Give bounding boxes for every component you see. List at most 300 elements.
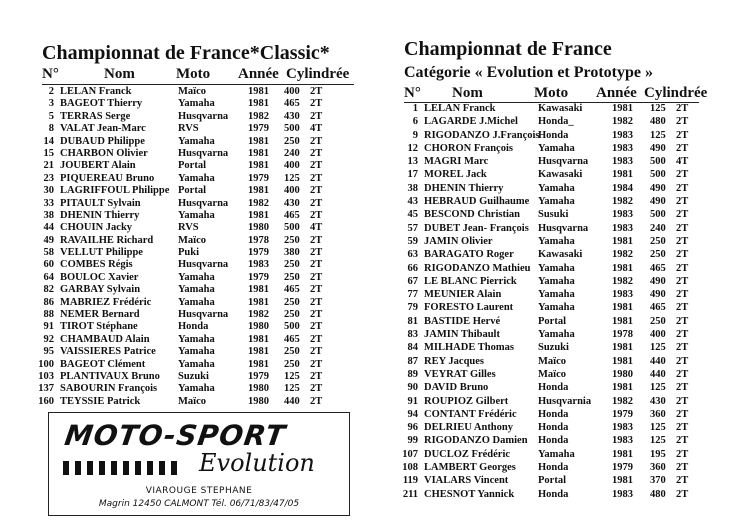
header-moto: Moto: [176, 66, 211, 82]
table-row: [38, 173, 358, 185]
cell-moto: Portal: [178, 160, 206, 172]
cell-annee: 1979: [612, 462, 633, 474]
cell-annee: 1981: [248, 333, 269, 345]
cell-cyl: 370: [650, 475, 666, 487]
table-row: [400, 183, 730, 196]
cell-cyl: 250: [284, 234, 300, 246]
cell-moto: Maïco: [538, 368, 566, 380]
table-row: [400, 409, 730, 422]
cell-nom: RIGODANZO J.François: [424, 129, 540, 141]
ad-address: Magrin 12450 CALMONT Tél. 06/71/83/47/05: [98, 499, 300, 509]
cell-cyl: 500: [284, 222, 300, 234]
cell-annee: 1983: [612, 435, 633, 447]
cell-t: 2T: [676, 262, 689, 274]
cell-nom: LAGRIFFOUL Philippe: [60, 185, 170, 197]
cell-t: 2T: [310, 160, 323, 172]
table-row: [38, 111, 358, 123]
header-nom: Nom: [104, 66, 135, 82]
cell-moto: Kawasaki: [538, 249, 583, 261]
cell-t: 2T: [310, 172, 323, 184]
cell-cyl: 125: [284, 172, 300, 184]
cell-num: 91: [43, 321, 54, 333]
table-row: [400, 462, 730, 475]
cell-t: 2T: [310, 110, 323, 122]
header-num: N°: [42, 66, 59, 82]
cell-num: 63: [407, 249, 418, 261]
cell-annee: 1981: [612, 448, 633, 460]
cell-moto: Yamaha: [178, 333, 215, 345]
cell-num: 66: [407, 262, 418, 274]
cell-num: 30: [43, 185, 54, 197]
cell-num: 2: [48, 86, 54, 97]
header-num: N°: [404, 85, 421, 101]
cell-num: 100: [38, 358, 54, 370]
ad-name: VIAROUGE STEPHANE: [145, 486, 253, 496]
cell-nom: VELLUT Philippe: [60, 247, 143, 259]
cell-num: 160: [38, 395, 54, 407]
cell-num: 23: [43, 172, 54, 184]
cell-num: 33: [43, 197, 54, 209]
cell-nom: MAGRI Marc: [424, 156, 489, 168]
cell-moto: Husqvarnia: [538, 395, 592, 407]
cell-num: 103: [38, 370, 54, 382]
cell-cyl: 400: [650, 329, 666, 341]
table-row: [38, 210, 358, 222]
cell-moto: Yamaha: [538, 448, 575, 460]
cell-nom: BASTIDE Hervé: [424, 315, 501, 327]
table-row: [400, 130, 730, 143]
cell-annee: 1979: [248, 247, 269, 259]
cell-t: 2T: [676, 196, 689, 208]
cell-annee: 1983: [612, 142, 633, 154]
cell-annee: 1979: [612, 408, 633, 420]
cell-t: 2T: [676, 235, 689, 247]
cell-num: 108: [402, 462, 418, 474]
cell-cyl: 125: [650, 382, 666, 394]
table-row: [400, 236, 730, 249]
cell-num: 14: [43, 135, 54, 147]
cell-moto: Yamaha: [538, 196, 575, 208]
cell-num: 88: [43, 309, 54, 321]
right-page: [366, 0, 731, 531]
cell-num: 211: [402, 488, 418, 500]
cell-moto: Portal: [538, 475, 566, 487]
cell-nom: BAGEOT Thierry: [60, 98, 143, 110]
cell-annee: 1981: [612, 235, 633, 247]
cell-num: 77: [407, 289, 418, 301]
cell-moto: Husqvarna: [178, 147, 229, 159]
cell-num: 21: [43, 160, 54, 172]
table-row: [400, 196, 730, 209]
cell-num: 83: [407, 329, 418, 341]
cell-t: 2T: [310, 271, 323, 283]
cell-annee: 1981: [248, 284, 269, 296]
cell-t: 2T: [676, 488, 689, 500]
cell-nom: PITAULT Sylvain: [60, 197, 141, 209]
cell-cyl: 480: [650, 116, 666, 128]
cell-t: 4T: [310, 123, 323, 135]
cell-moto: Maïco: [178, 395, 206, 407]
table-row: [38, 334, 358, 346]
cell-moto: Husqvarna: [178, 259, 229, 271]
cell-t: 2T: [310, 98, 323, 110]
cell-cyl: 490: [650, 142, 666, 154]
cell-annee: 1981: [248, 86, 269, 97]
cell-t: 2T: [676, 249, 689, 261]
cell-cyl: 500: [650, 156, 666, 168]
cell-t: 2T: [310, 346, 323, 358]
cell-annee: 1981: [248, 209, 269, 221]
cell-t: 2T: [310, 333, 323, 345]
cell-annee: 1981: [612, 342, 633, 354]
table-row: [38, 185, 358, 197]
cell-t: 2T: [310, 234, 323, 246]
cell-cyl: 250: [284, 259, 300, 271]
table-row: [400, 143, 730, 156]
cell-moto: Honda: [538, 435, 569, 447]
table-row: [400, 209, 730, 222]
table-row: [38, 383, 358, 395]
header-nom: Nom: [452, 85, 483, 101]
cell-nom: HEBRAUD Guilhaume: [424, 196, 530, 208]
cell-annee: 1983: [612, 488, 633, 500]
cell-cyl: 125: [650, 103, 666, 114]
table-row: [38, 259, 358, 271]
cell-t: 2T: [310, 86, 323, 97]
cell-num: 60: [43, 259, 54, 271]
cell-moto: Husqvarna: [538, 222, 589, 234]
cell-t: 2T: [676, 103, 689, 114]
table-row: [38, 235, 358, 247]
cell-cyl: 430: [284, 197, 300, 209]
cell-moto: Yamaha: [178, 358, 215, 370]
cell-t: 2T: [310, 358, 323, 370]
cell-annee: 1983: [612, 129, 633, 141]
table-row: [38, 297, 358, 309]
cell-moto: Suzuki: [178, 370, 209, 382]
cell-nom: BESCOND Christian: [424, 209, 520, 221]
cell-num: 58: [43, 247, 54, 259]
table-row: [38, 123, 358, 135]
cell-num: 79: [407, 302, 418, 314]
cell-moto: Yamaha: [538, 262, 575, 274]
table-row: [400, 435, 730, 448]
cell-cyl: 430: [650, 395, 666, 407]
cell-num: 94: [407, 408, 418, 420]
cell-num: 1: [412, 103, 418, 114]
cell-nom: BARAGATO Roger: [424, 249, 514, 261]
cell-t: 2T: [310, 259, 323, 271]
cell-cyl: 490: [650, 182, 666, 194]
cell-nom: LAMBERT Georges: [424, 462, 516, 474]
cell-nom: DELRIEU Anthony: [424, 422, 513, 434]
left-header: [42, 66, 354, 85]
cell-nom: CONTANT Frédéric: [424, 408, 517, 420]
cell-nom: DUBET Jean- François: [424, 222, 529, 234]
cell-annee: 1980: [248, 321, 269, 333]
table-row: [400, 356, 730, 369]
cell-moto: Honda: [538, 488, 569, 500]
cell-cyl: 500: [650, 209, 666, 221]
cell-num: 59: [407, 235, 418, 247]
cell-num: 119: [402, 475, 418, 487]
cell-annee: 1982: [612, 275, 633, 287]
table-row: [400, 475, 730, 488]
left-page: [0, 0, 365, 531]
cell-cyl: 500: [284, 321, 300, 333]
cell-nom: MABRIEZ Frédéric: [60, 296, 152, 308]
cell-nom: MOREL Jack: [424, 169, 487, 181]
cell-moto: Yamaha: [178, 296, 215, 308]
cell-num: 87: [407, 355, 418, 367]
cell-nom: BAGEOT Clément: [60, 358, 146, 370]
ad-logo: MOTO-SPORT: [62, 419, 288, 452]
cell-num: 86: [43, 296, 54, 308]
cell-annee: 1981: [248, 160, 269, 172]
cell-t: 2T: [676, 448, 689, 460]
cell-t: 4T: [676, 156, 689, 168]
checkered-flag-graphic-2: [69, 469, 183, 475]
cell-num: 15: [43, 147, 54, 159]
table-row: [400, 263, 730, 276]
cell-nom: CHOUIN Jacky: [60, 222, 133, 234]
cell-annee: 1982: [612, 116, 633, 128]
cell-nom: JAMIN Thibault: [424, 329, 500, 341]
cell-nom: JAMIN Olivier: [424, 235, 493, 247]
cell-cyl: 380: [284, 247, 300, 259]
cell-nom: SABOURIN François: [60, 383, 158, 395]
cell-annee: 1981: [248, 296, 269, 308]
cell-cyl: 125: [650, 422, 666, 434]
cell-annee: 1981: [248, 147, 269, 159]
cell-moto: Susuki: [538, 209, 569, 221]
cell-cyl: 465: [284, 209, 300, 221]
cell-moto: Kawasaki: [538, 169, 583, 181]
cell-num: 64: [43, 271, 54, 283]
cell-nom: RAVAILHE Richard: [60, 234, 154, 246]
cell-num: 6: [412, 116, 418, 128]
table-row: [400, 396, 730, 409]
header-annee: Année: [238, 66, 279, 82]
cell-annee: 1980: [248, 395, 269, 407]
cell-annee: 1979: [248, 123, 269, 135]
cell-annee: 1982: [612, 395, 633, 407]
cell-t: 2T: [676, 395, 689, 407]
cell-t: 2T: [676, 408, 689, 420]
cell-t: 2T: [676, 342, 689, 354]
cell-annee: 1981: [612, 103, 633, 114]
cell-nom: ROUPIOZ Gilbert: [424, 395, 509, 407]
cell-nom: TERRAS Serge: [60, 110, 131, 122]
cell-moto: Yamaha: [538, 275, 575, 287]
table-row: [38, 284, 358, 296]
cell-annee: 1983: [612, 422, 633, 434]
header-cyl: Cylindrée: [286, 66, 350, 82]
cell-cyl: 400: [284, 160, 300, 172]
cell-moto: Yamaha: [178, 172, 215, 184]
cell-cyl: 465: [650, 302, 666, 314]
left-title: Championnat de France*Classic*: [42, 42, 330, 64]
cell-t: 2T: [676, 142, 689, 154]
cell-t: 2T: [310, 247, 323, 259]
cell-num: 8: [48, 123, 54, 135]
cell-moto: Yamaha: [538, 289, 575, 301]
cell-cyl: 500: [284, 123, 300, 135]
cell-annee: 1981: [612, 169, 633, 181]
sponsor-ad: [48, 412, 350, 516]
table-row: [38, 321, 358, 333]
cell-nom: REY Jacques: [424, 355, 484, 367]
cell-moto: Maïco: [178, 86, 206, 97]
cell-nom: PIQUEREAU Bruno: [60, 172, 155, 184]
table-row: [38, 160, 358, 172]
table-row: [400, 116, 730, 129]
cell-annee: 1981: [248, 346, 269, 358]
cell-t: 2T: [310, 309, 323, 321]
cell-cyl: 125: [650, 342, 666, 354]
cell-annee: 1979: [248, 172, 269, 184]
cell-cyl: 440: [650, 368, 666, 380]
cell-t: 2T: [310, 135, 323, 147]
cell-moto: Kawasaki: [538, 103, 583, 114]
cell-cyl: 360: [650, 408, 666, 420]
cell-cyl: 500: [650, 169, 666, 181]
header-cyl: Cylindrée: [644, 85, 708, 101]
cell-num: 107: [402, 448, 418, 460]
cell-cyl: 250: [284, 346, 300, 358]
table-row: [400, 316, 730, 329]
cell-moto: Maïco: [178, 234, 206, 246]
cell-cyl: 465: [650, 262, 666, 274]
cell-cyl: 440: [650, 355, 666, 367]
cell-annee: 1980: [612, 368, 633, 380]
cell-moto: Maïco: [538, 355, 566, 367]
cell-t: 2T: [310, 284, 323, 296]
cell-t: 2T: [310, 383, 323, 395]
cell-moto: Yamaha: [178, 284, 215, 296]
cell-annee: 1983: [248, 259, 269, 271]
table-row: [38, 396, 358, 408]
right-title: Championnat de France: [404, 38, 612, 60]
cell-t: 2T: [676, 169, 689, 181]
table-row: [38, 247, 358, 259]
cell-moto: Puki: [178, 247, 200, 259]
cell-cyl: 250: [284, 135, 300, 147]
cell-moto: Honda: [538, 462, 569, 474]
cell-annee: 1983: [612, 289, 633, 301]
table-row: [400, 289, 730, 302]
cell-annee: 1981: [248, 135, 269, 147]
cell-annee: 1981: [612, 382, 633, 394]
cell-num: 95: [43, 346, 54, 358]
cell-annee: 1978: [612, 329, 633, 341]
cell-num: 96: [407, 422, 418, 434]
cell-moto: Portal: [178, 185, 206, 197]
cell-t: 2T: [676, 368, 689, 380]
cell-annee: 1983: [612, 156, 633, 168]
cell-num: 67: [407, 275, 418, 287]
cell-num: 38: [407, 182, 418, 194]
cell-moto: Honda: [178, 321, 209, 333]
cell-annee: 1981: [248, 98, 269, 110]
cell-nom: CHESNOT Yannick: [424, 488, 515, 500]
cell-num: 84: [407, 342, 418, 354]
cell-t: 2T: [676, 222, 689, 234]
cell-num: 81: [407, 315, 418, 327]
cell-num: 92: [43, 333, 54, 345]
cell-nom: LELAN Franck: [424, 103, 496, 114]
cell-t: 2T: [676, 462, 689, 474]
cell-t: 2T: [676, 435, 689, 447]
right-header: [404, 85, 708, 103]
cell-moto: Honda: [538, 129, 569, 141]
cell-cyl: 250: [650, 315, 666, 327]
cell-moto: Yamaha: [538, 235, 575, 247]
cell-t: 2T: [676, 116, 689, 128]
cell-annee: 1984: [612, 182, 633, 194]
cell-t: 2T: [676, 329, 689, 341]
cell-moto: Yamaha: [538, 329, 575, 341]
table-row: [400, 342, 730, 355]
cell-annee: 1982: [612, 196, 633, 208]
cell-moto: Husqvarna: [178, 110, 229, 122]
cell-num: 89: [407, 368, 418, 380]
cell-annee: 1981: [248, 185, 269, 197]
cell-cyl: 465: [284, 98, 300, 110]
cell-num: 44: [43, 222, 54, 234]
cell-cyl: 490: [650, 289, 666, 301]
cell-t: 2T: [676, 422, 689, 434]
cell-cyl: 250: [284, 309, 300, 321]
cell-annee: 1982: [248, 197, 269, 209]
cell-nom: PLANTIVAUX Bruno: [60, 370, 160, 382]
cell-moto: Yamaha: [178, 135, 215, 147]
cell-cyl: 240: [284, 147, 300, 159]
cell-annee: 1979: [248, 370, 269, 382]
table-row: [400, 302, 730, 315]
cell-nom: LAGARDE J.Michel: [424, 116, 518, 128]
cell-num: 9: [412, 129, 418, 141]
table-row: [38, 371, 358, 383]
table-row: [400, 249, 730, 262]
cell-t: 2T: [310, 296, 323, 308]
table-row: [400, 169, 730, 182]
cell-moto: Yamaha: [538, 302, 575, 314]
header-annee: Année: [596, 85, 637, 101]
table-row: [400, 489, 730, 502]
cell-num: 17: [407, 169, 418, 181]
cell-moto: Yamaha: [178, 271, 215, 283]
cell-num: 38: [43, 209, 54, 221]
cell-t: 2T: [310, 209, 323, 221]
right-results-table: [400, 103, 730, 502]
cell-annee: 1980: [248, 383, 269, 395]
cell-t: 2T: [676, 302, 689, 314]
cell-annee: 1981: [612, 262, 633, 274]
cell-cyl: 490: [650, 275, 666, 287]
cell-num: 43: [407, 196, 418, 208]
cell-annee: 1978: [248, 234, 269, 246]
cell-moto: Husqvarna: [538, 156, 589, 168]
cell-nom: LELAN Franck: [60, 86, 132, 97]
table-row: [400, 103, 730, 116]
cell-moto: Honda: [538, 422, 569, 434]
table-row: [38, 346, 358, 358]
cell-annee: 1983: [612, 209, 633, 221]
cell-t: 2T: [310, 197, 323, 209]
cell-cyl: 400: [284, 86, 300, 97]
cell-t: 2T: [676, 315, 689, 327]
